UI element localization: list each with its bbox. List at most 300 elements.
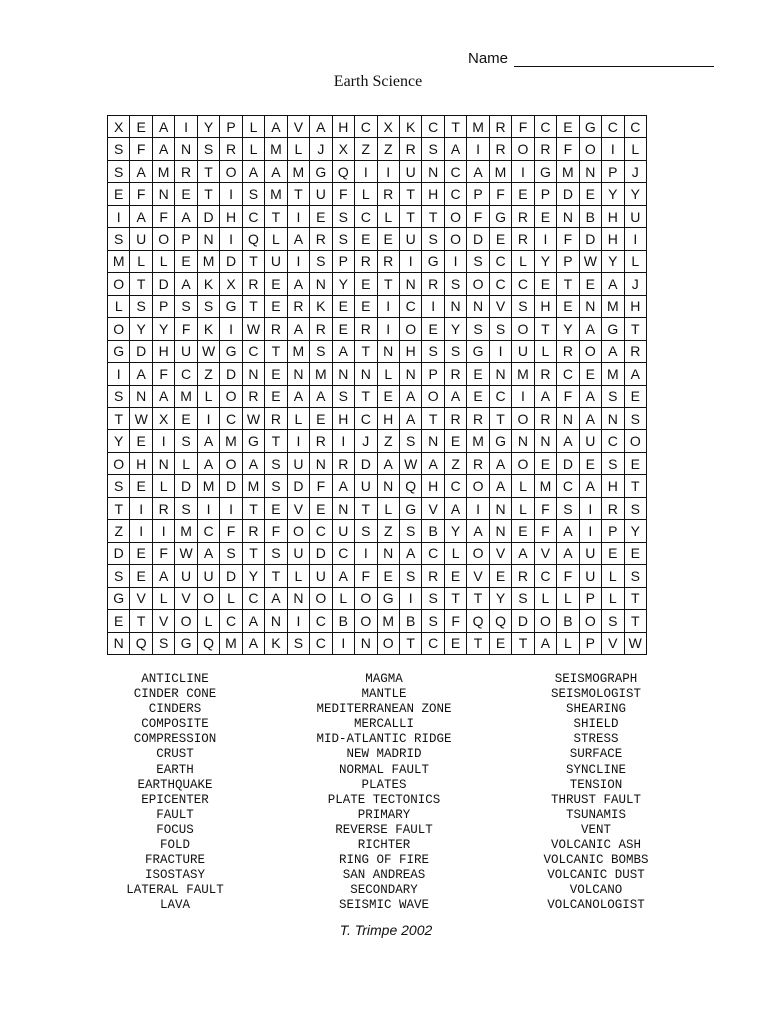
grid-cell[interactable]: F: [557, 138, 579, 160]
grid-cell[interactable]: S: [310, 251, 332, 273]
grid-cell[interactable]: S: [175, 430, 197, 452]
grid-cell[interactable]: L: [243, 138, 265, 160]
grid-cell[interactable]: N: [333, 363, 355, 385]
grid-cell[interactable]: I: [400, 251, 422, 273]
grid-cell[interactable]: O: [288, 520, 310, 542]
grid-cell[interactable]: Q: [400, 475, 422, 497]
grid-cell[interactable]: I: [220, 228, 242, 250]
grid-cell[interactable]: Q: [198, 633, 220, 655]
grid-cell[interactable]: E: [108, 610, 130, 632]
grid-cell[interactable]: F: [310, 475, 332, 497]
grid-cell[interactable]: M: [467, 116, 489, 138]
grid-cell[interactable]: E: [467, 363, 489, 385]
grid-cell[interactable]: M: [265, 138, 287, 160]
grid-cell[interactable]: S: [445, 273, 467, 295]
grid-cell[interactable]: U: [580, 543, 602, 565]
grid-cell[interactable]: F: [153, 206, 175, 228]
grid-cell[interactable]: L: [333, 588, 355, 610]
grid-cell[interactable]: M: [153, 161, 175, 183]
grid-cell[interactable]: A: [130, 363, 152, 385]
grid-cell[interactable]: N: [445, 296, 467, 318]
grid-cell[interactable]: M: [535, 475, 557, 497]
grid-cell[interactable]: E: [535, 206, 557, 228]
grid-cell[interactable]: A: [243, 161, 265, 183]
grid-cell[interactable]: M: [198, 475, 220, 497]
grid-cell[interactable]: G: [400, 498, 422, 520]
grid-cell[interactable]: L: [220, 588, 242, 610]
grid-cell[interactable]: I: [153, 430, 175, 452]
grid-cell[interactable]: A: [198, 543, 220, 565]
grid-cell[interactable]: C: [557, 475, 579, 497]
grid-cell[interactable]: C: [602, 430, 624, 452]
grid-cell[interactable]: L: [153, 251, 175, 273]
grid-cell[interactable]: M: [602, 363, 624, 385]
grid-cell[interactable]: E: [333, 296, 355, 318]
grid-cell[interactable]: E: [445, 430, 467, 452]
grid-cell[interactable]: A: [288, 386, 310, 408]
grid-cell[interactable]: G: [467, 341, 489, 363]
grid-cell[interactable]: E: [265, 498, 287, 520]
grid-cell[interactable]: J: [625, 273, 647, 295]
grid-cell[interactable]: O: [467, 273, 489, 295]
grid-cell[interactable]: A: [400, 408, 422, 430]
name-blank-line[interactable]: [514, 52, 714, 67]
grid-cell[interactable]: B: [400, 610, 422, 632]
grid-cell[interactable]: L: [557, 588, 579, 610]
grid-cell[interactable]: I: [333, 430, 355, 452]
grid-cell[interactable]: V: [288, 116, 310, 138]
grid-cell[interactable]: S: [265, 453, 287, 475]
grid-cell[interactable]: F: [535, 520, 557, 542]
grid-cell[interactable]: C: [490, 273, 512, 295]
grid-cell[interactable]: S: [602, 386, 624, 408]
grid-cell[interactable]: I: [288, 430, 310, 452]
grid-cell[interactable]: K: [198, 273, 220, 295]
grid-cell[interactable]: V: [535, 543, 557, 565]
grid-cell[interactable]: L: [512, 251, 534, 273]
grid-cell[interactable]: G: [580, 116, 602, 138]
grid-cell[interactable]: N: [130, 386, 152, 408]
grid-cell[interactable]: T: [467, 633, 489, 655]
grid-cell[interactable]: L: [378, 206, 400, 228]
grid-cell[interactable]: S: [512, 296, 534, 318]
grid-cell[interactable]: X: [153, 408, 175, 430]
grid-cell[interactable]: I: [467, 498, 489, 520]
grid-cell[interactable]: U: [580, 565, 602, 587]
grid-cell[interactable]: N: [422, 430, 444, 452]
grid-cell[interactable]: D: [220, 363, 242, 385]
grid-cell[interactable]: N: [535, 430, 557, 452]
grid-cell[interactable]: R: [490, 138, 512, 160]
grid-cell[interactable]: I: [378, 296, 400, 318]
grid-cell[interactable]: L: [243, 116, 265, 138]
grid-cell[interactable]: I: [153, 520, 175, 542]
grid-cell[interactable]: R: [378, 251, 400, 273]
grid-cell[interactable]: I: [355, 161, 377, 183]
grid-cell[interactable]: X: [108, 116, 130, 138]
grid-cell[interactable]: S: [108, 565, 130, 587]
grid-cell[interactable]: F: [265, 520, 287, 542]
grid-cell[interactable]: P: [580, 633, 602, 655]
grid-cell[interactable]: L: [535, 341, 557, 363]
grid-cell[interactable]: C: [310, 520, 332, 542]
grid-cell[interactable]: O: [580, 138, 602, 160]
grid-cell[interactable]: D: [220, 475, 242, 497]
grid-cell[interactable]: U: [175, 341, 197, 363]
grid-cell[interactable]: S: [602, 610, 624, 632]
grid-cell[interactable]: T: [355, 498, 377, 520]
grid-cell[interactable]: E: [108, 183, 130, 205]
grid-cell[interactable]: O: [355, 610, 377, 632]
grid-cell[interactable]: Y: [333, 273, 355, 295]
grid-cell[interactable]: A: [288, 228, 310, 250]
grid-cell[interactable]: T: [243, 251, 265, 273]
grid-cell[interactable]: L: [198, 386, 220, 408]
grid-cell[interactable]: F: [130, 138, 152, 160]
grid-cell[interactable]: C: [422, 543, 444, 565]
grid-cell[interactable]: I: [512, 161, 534, 183]
grid-cell[interactable]: C: [355, 408, 377, 430]
grid-cell[interactable]: A: [557, 543, 579, 565]
grid-cell[interactable]: E: [130, 565, 152, 587]
grid-cell[interactable]: U: [288, 543, 310, 565]
grid-cell[interactable]: A: [310, 116, 332, 138]
grid-cell[interactable]: C: [355, 116, 377, 138]
grid-cell[interactable]: L: [602, 588, 624, 610]
grid-cell[interactable]: E: [378, 228, 400, 250]
grid-cell[interactable]: N: [602, 408, 624, 430]
grid-cell[interactable]: C: [198, 520, 220, 542]
grid-cell[interactable]: R: [512, 228, 534, 250]
grid-cell[interactable]: R: [175, 161, 197, 183]
grid-cell[interactable]: R: [333, 453, 355, 475]
grid-cell[interactable]: Q: [333, 161, 355, 183]
grid-cell[interactable]: A: [580, 475, 602, 497]
grid-cell[interactable]: L: [265, 228, 287, 250]
grid-cell[interactable]: A: [175, 273, 197, 295]
grid-cell[interactable]: Z: [378, 430, 400, 452]
grid-cell[interactable]: I: [130, 520, 152, 542]
grid-cell[interactable]: L: [602, 565, 624, 587]
grid-cell[interactable]: R: [625, 341, 647, 363]
grid-cell[interactable]: N: [378, 543, 400, 565]
grid-cell[interactable]: Y: [243, 565, 265, 587]
grid-cell[interactable]: A: [265, 588, 287, 610]
grid-cell[interactable]: R: [310, 318, 332, 340]
grid-cell[interactable]: Y: [198, 116, 220, 138]
grid-cell[interactable]: S: [625, 565, 647, 587]
grid-cell[interactable]: S: [422, 228, 444, 250]
grid-cell[interactable]: B: [333, 610, 355, 632]
grid-cell[interactable]: J: [355, 430, 377, 452]
grid-cell[interactable]: T: [198, 183, 220, 205]
grid-cell[interactable]: Y: [153, 318, 175, 340]
grid-cell[interactable]: T: [108, 498, 130, 520]
grid-cell[interactable]: T: [378, 273, 400, 295]
grid-cell[interactable]: T: [265, 430, 287, 452]
grid-cell[interactable]: D: [467, 228, 489, 250]
grid-cell[interactable]: E: [512, 520, 534, 542]
grid-cell[interactable]: R: [310, 430, 332, 452]
grid-cell[interactable]: S: [400, 565, 422, 587]
grid-cell[interactable]: A: [198, 453, 220, 475]
grid-cell[interactable]: T: [467, 588, 489, 610]
grid-cell[interactable]: O: [625, 430, 647, 452]
grid-cell[interactable]: V: [175, 588, 197, 610]
grid-cell[interactable]: O: [378, 633, 400, 655]
grid-cell[interactable]: C: [512, 273, 534, 295]
grid-cell[interactable]: I: [288, 251, 310, 273]
grid-cell[interactable]: C: [625, 116, 647, 138]
grid-cell[interactable]: S: [108, 138, 130, 160]
grid-cell[interactable]: Y: [130, 318, 152, 340]
grid-cell[interactable]: N: [175, 138, 197, 160]
grid-cell[interactable]: R: [445, 408, 467, 430]
grid-cell[interactable]: P: [220, 116, 242, 138]
grid-cell[interactable]: T: [557, 273, 579, 295]
grid-cell[interactable]: L: [557, 633, 579, 655]
grid-cell[interactable]: E: [625, 453, 647, 475]
grid-cell[interactable]: G: [243, 430, 265, 452]
grid-cell[interactable]: G: [220, 341, 242, 363]
grid-cell[interactable]: U: [400, 228, 422, 250]
grid-cell[interactable]: R: [535, 138, 557, 160]
grid-cell[interactable]: O: [310, 588, 332, 610]
grid-cell[interactable]: I: [467, 138, 489, 160]
grid-cell[interactable]: S: [512, 588, 534, 610]
grid-cell[interactable]: E: [130, 543, 152, 565]
grid-cell[interactable]: E: [535, 453, 557, 475]
grid-cell[interactable]: W: [625, 633, 647, 655]
grid-cell[interactable]: O: [445, 206, 467, 228]
grid-cell[interactable]: A: [265, 161, 287, 183]
grid-cell[interactable]: I: [198, 498, 220, 520]
grid-cell[interactable]: V: [130, 588, 152, 610]
grid-cell[interactable]: L: [198, 610, 220, 632]
grid-cell[interactable]: U: [288, 453, 310, 475]
grid-cell[interactable]: F: [220, 520, 242, 542]
grid-cell[interactable]: C: [310, 633, 332, 655]
grid-cell[interactable]: T: [490, 408, 512, 430]
grid-cell[interactable]: C: [535, 116, 557, 138]
grid-cell[interactable]: N: [355, 363, 377, 385]
grid-cell[interactable]: L: [625, 251, 647, 273]
grid-cell[interactable]: S: [108, 386, 130, 408]
grid-cell[interactable]: U: [333, 520, 355, 542]
grid-cell[interactable]: Z: [378, 520, 400, 542]
grid-cell[interactable]: R: [310, 228, 332, 250]
grid-cell[interactable]: E: [625, 386, 647, 408]
grid-cell[interactable]: S: [422, 138, 444, 160]
grid-cell[interactable]: H: [625, 296, 647, 318]
grid-cell[interactable]: R: [467, 453, 489, 475]
grid-cell[interactable]: T: [108, 408, 130, 430]
grid-cell[interactable]: F: [153, 363, 175, 385]
grid-cell[interactable]: E: [310, 206, 332, 228]
grid-cell[interactable]: C: [333, 543, 355, 565]
grid-cell[interactable]: L: [288, 565, 310, 587]
grid-cell[interactable]: A: [422, 453, 444, 475]
grid-cell[interactable]: L: [378, 363, 400, 385]
grid-cell[interactable]: W: [580, 251, 602, 273]
grid-cell[interactable]: M: [602, 296, 624, 318]
grid-cell[interactable]: R: [355, 318, 377, 340]
grid-cell[interactable]: Y: [445, 318, 467, 340]
grid-cell[interactable]: E: [265, 386, 287, 408]
grid-cell[interactable]: S: [175, 296, 197, 318]
grid-cell[interactable]: T: [130, 273, 152, 295]
grid-cell[interactable]: E: [378, 386, 400, 408]
grid-cell[interactable]: I: [445, 251, 467, 273]
grid-cell[interactable]: U: [310, 565, 332, 587]
grid-cell[interactable]: D: [153, 273, 175, 295]
grid-cell[interactable]: A: [333, 475, 355, 497]
grid-cell[interactable]: W: [175, 543, 197, 565]
grid-cell[interactable]: R: [467, 408, 489, 430]
grid-cell[interactable]: M: [288, 341, 310, 363]
grid-cell[interactable]: D: [108, 543, 130, 565]
grid-cell[interactable]: D: [288, 475, 310, 497]
grid-cell[interactable]: S: [243, 183, 265, 205]
grid-cell[interactable]: V: [490, 296, 512, 318]
grid-cell[interactable]: G: [220, 296, 242, 318]
grid-cell[interactable]: Q: [243, 228, 265, 250]
grid-cell[interactable]: G: [490, 206, 512, 228]
grid-cell[interactable]: T: [625, 610, 647, 632]
grid-cell[interactable]: S: [153, 633, 175, 655]
grid-cell[interactable]: A: [602, 341, 624, 363]
grid-cell[interactable]: F: [175, 318, 197, 340]
grid-cell[interactable]: M: [175, 386, 197, 408]
grid-cell[interactable]: S: [198, 138, 220, 160]
grid-cell[interactable]: I: [198, 408, 220, 430]
grid-cell[interactable]: M: [557, 161, 579, 183]
grid-cell[interactable]: T: [288, 183, 310, 205]
grid-cell[interactable]: I: [602, 138, 624, 160]
grid-cell[interactable]: H: [422, 183, 444, 205]
grid-cell[interactable]: R: [557, 341, 579, 363]
grid-cell[interactable]: C: [445, 475, 467, 497]
grid-cell[interactable]: I: [378, 161, 400, 183]
grid-cell[interactable]: A: [400, 386, 422, 408]
grid-cell[interactable]: A: [333, 341, 355, 363]
grid-cell[interactable]: E: [580, 183, 602, 205]
grid-cell[interactable]: E: [310, 408, 332, 430]
grid-cell[interactable]: A: [288, 273, 310, 295]
grid-cell[interactable]: C: [490, 386, 512, 408]
grid-cell[interactable]: Y: [490, 588, 512, 610]
grid-cell[interactable]: M: [490, 161, 512, 183]
grid-cell[interactable]: R: [378, 183, 400, 205]
grid-cell[interactable]: S: [400, 520, 422, 542]
grid-cell[interactable]: N: [310, 273, 332, 295]
grid-cell[interactable]: C: [422, 633, 444, 655]
grid-cell[interactable]: P: [602, 520, 624, 542]
grid-cell[interactable]: I: [333, 633, 355, 655]
grid-cell[interactable]: J: [310, 138, 332, 160]
grid-cell[interactable]: D: [512, 610, 534, 632]
grid-cell[interactable]: O: [108, 318, 130, 340]
grid-cell[interactable]: S: [333, 206, 355, 228]
grid-cell[interactable]: C: [445, 161, 467, 183]
grid-cell[interactable]: X: [333, 138, 355, 160]
grid-cell[interactable]: C: [243, 206, 265, 228]
grid-cell[interactable]: H: [400, 341, 422, 363]
grid-cell[interactable]: F: [445, 610, 467, 632]
word-search-grid[interactable]: [107, 115, 647, 655]
grid-cell[interactable]: A: [467, 520, 489, 542]
grid-cell[interactable]: A: [490, 453, 512, 475]
grid-cell[interactable]: U: [198, 565, 220, 587]
grid-cell[interactable]: A: [400, 543, 422, 565]
grid-cell[interactable]: D: [355, 453, 377, 475]
grid-cell[interactable]: Y: [108, 430, 130, 452]
grid-cell[interactable]: Y: [602, 251, 624, 273]
grid-cell[interactable]: A: [445, 386, 467, 408]
grid-cell[interactable]: Z: [198, 363, 220, 385]
grid-cell[interactable]: M: [198, 251, 220, 273]
grid-cell[interactable]: E: [355, 228, 377, 250]
grid-cell[interactable]: O: [220, 453, 242, 475]
grid-cell[interactable]: O: [512, 453, 534, 475]
grid-cell[interactable]: E: [355, 296, 377, 318]
grid-cell[interactable]: N: [243, 363, 265, 385]
grid-cell[interactable]: I: [512, 386, 534, 408]
grid-cell[interactable]: S: [422, 610, 444, 632]
grid-cell[interactable]: R: [445, 363, 467, 385]
grid-cell[interactable]: A: [130, 206, 152, 228]
grid-cell[interactable]: N: [490, 498, 512, 520]
grid-cell[interactable]: E: [490, 633, 512, 655]
grid-cell[interactable]: K: [198, 318, 220, 340]
grid-cell[interactable]: L: [378, 498, 400, 520]
grid-cell[interactable]: R: [422, 565, 444, 587]
grid-cell[interactable]: I: [422, 296, 444, 318]
grid-cell[interactable]: E: [355, 273, 377, 295]
grid-cell[interactable]: N: [108, 633, 130, 655]
grid-cell[interactable]: T: [355, 341, 377, 363]
grid-cell[interactable]: T: [625, 475, 647, 497]
grid-cell[interactable]: T: [265, 206, 287, 228]
grid-cell[interactable]: S: [198, 296, 220, 318]
grid-cell[interactable]: N: [422, 161, 444, 183]
grid-cell[interactable]: C: [602, 116, 624, 138]
grid-cell[interactable]: R: [602, 498, 624, 520]
grid-cell[interactable]: I: [400, 588, 422, 610]
grid-cell[interactable]: O: [580, 610, 602, 632]
grid-cell[interactable]: C: [220, 408, 242, 430]
grid-cell[interactable]: N: [400, 363, 422, 385]
grid-cell[interactable]: I: [355, 543, 377, 565]
grid-cell[interactable]: H: [535, 296, 557, 318]
grid-cell[interactable]: I: [220, 183, 242, 205]
grid-cell[interactable]: U: [265, 251, 287, 273]
grid-cell[interactable]: L: [512, 498, 534, 520]
grid-cell[interactable]: Q: [130, 633, 152, 655]
grid-cell[interactable]: U: [580, 430, 602, 452]
grid-cell[interactable]: R: [512, 206, 534, 228]
grid-cell[interactable]: S: [490, 318, 512, 340]
grid-cell[interactable]: A: [490, 475, 512, 497]
grid-cell[interactable]: E: [265, 363, 287, 385]
grid-cell[interactable]: L: [108, 296, 130, 318]
grid-cell[interactable]: H: [130, 453, 152, 475]
grid-cell[interactable]: C: [557, 363, 579, 385]
grid-cell[interactable]: W: [130, 408, 152, 430]
grid-cell[interactable]: D: [220, 251, 242, 273]
grid-cell[interactable]: M: [108, 251, 130, 273]
grid-cell[interactable]: Y: [625, 183, 647, 205]
